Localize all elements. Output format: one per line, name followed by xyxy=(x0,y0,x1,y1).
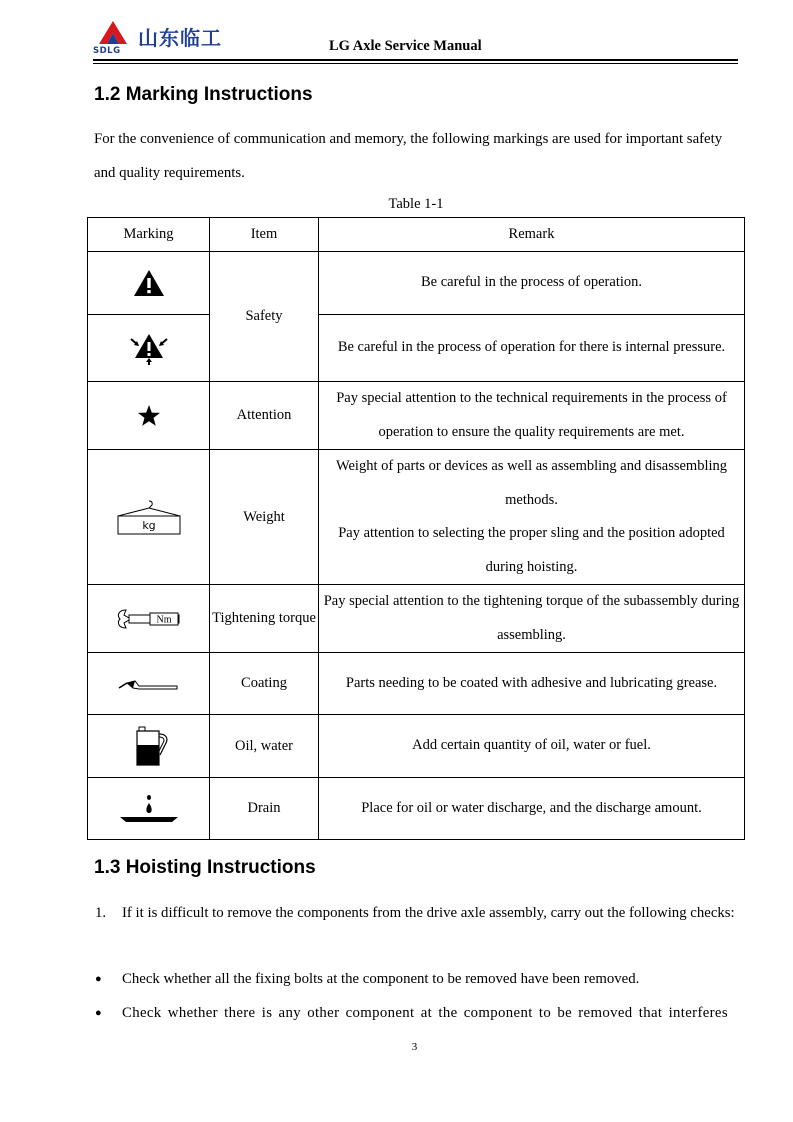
bullet-icon: ● xyxy=(95,1007,102,1019)
item-cell: Safety xyxy=(210,252,319,382)
list-item xyxy=(95,897,738,930)
page-header xyxy=(93,18,738,62)
table-row xyxy=(88,315,745,382)
header-rule xyxy=(93,59,738,61)
remark-cell: Pay special attention to the technical requirements in the process of operation to ensure the quality requirements are met. xyxy=(319,382,745,450)
column-header: Remark xyxy=(319,218,745,252)
marking-cell xyxy=(88,653,210,715)
table-caption: Table 1-1 xyxy=(388,196,444,212)
marking-cell xyxy=(88,315,210,382)
section-heading: 1.2 Marking Instructions xyxy=(94,84,313,105)
drain-icon xyxy=(118,794,180,824)
remark-line: Weight of parts or devices as well as assembling and disassembling methods. xyxy=(335,458,728,508)
list-item xyxy=(95,997,738,1030)
remark-cell: Add certain quantity of oil, water or fuel. xyxy=(319,715,745,778)
marking-cell xyxy=(88,450,210,585)
sdlg-logo xyxy=(93,20,243,60)
remark-cell: Pay special attention to the tightening torque of the subassembly during assembling. xyxy=(319,585,745,653)
list-marker: 1. xyxy=(95,905,107,921)
pressure-warning-icon xyxy=(130,330,168,366)
remark-cell: Parts needing to be coated with adhesive and lubricating grease. xyxy=(319,653,745,715)
marking-cell xyxy=(88,715,210,778)
list-text: Check whether there is any other component at the component to be removed that interferes xyxy=(122,1005,728,1021)
item-cell: Weight xyxy=(210,450,319,585)
list-item xyxy=(95,963,738,996)
marking-cell xyxy=(88,382,210,450)
table-row xyxy=(88,585,745,653)
marking-cell xyxy=(88,252,210,315)
logo-abbrev: SDLG xyxy=(93,46,121,56)
page-number: 3 xyxy=(411,1041,418,1053)
oil-water-jug-icon xyxy=(129,725,169,767)
logo-wordmark: 山东临工 xyxy=(138,26,222,50)
item-cell: Oil, water xyxy=(210,715,319,778)
table-row xyxy=(88,382,745,450)
warning-triangle-icon xyxy=(133,269,165,297)
table-row xyxy=(88,252,745,315)
remark-cell: Be careful in the process of operation. xyxy=(319,252,745,315)
table-header-row xyxy=(88,218,745,252)
list-text: If it is difficult to remove the components from the drive axle assembly, carry out the following checks: xyxy=(122,905,735,921)
marking-cell xyxy=(88,778,210,840)
nm-label: Nm xyxy=(156,614,171,625)
kg-label: kg xyxy=(141,519,156,532)
table-row xyxy=(88,778,745,840)
item-cell: Drain xyxy=(210,778,319,840)
torque-wrench-icon xyxy=(116,606,182,632)
remark-cell: Be careful in the process of operation for there is internal pressure. xyxy=(319,315,745,382)
list-text: Check whether all the fixing bolts at the component to be removed have been removed. xyxy=(122,971,640,987)
weight-kg-icon xyxy=(116,498,182,536)
item-cell: Tightening torque xyxy=(210,585,319,653)
marking-cell xyxy=(88,585,210,653)
section-heading: 1.3 Hoisting Instructions xyxy=(94,857,316,878)
coating-brush-icon xyxy=(117,676,181,692)
column-header: Marking xyxy=(88,218,210,252)
item-cell: Attention xyxy=(210,382,319,450)
marking-table xyxy=(87,217,745,840)
header-rule-thin xyxy=(93,63,738,64)
star-icon xyxy=(137,404,161,428)
remark-cell xyxy=(319,450,745,585)
bullet-icon: ● xyxy=(95,973,102,985)
remark-line: Pay attention to selecting the proper sling and the position adopted during hoisting. xyxy=(338,525,725,575)
remark-cell: Place for oil or water discharge, and the discharge amount. xyxy=(319,778,745,840)
table-row xyxy=(88,450,745,585)
logo-mark-icon xyxy=(95,20,135,46)
table-row xyxy=(88,715,745,778)
column-header: Item xyxy=(210,218,319,252)
table-row xyxy=(88,653,745,715)
item-cell: Coating xyxy=(210,653,319,715)
intro-paragraph: For the convenience of communication and memory, the following markings are used for important safety and quality requirements. xyxy=(94,131,723,181)
manual-title: LG Axle Service Manual xyxy=(329,38,482,54)
